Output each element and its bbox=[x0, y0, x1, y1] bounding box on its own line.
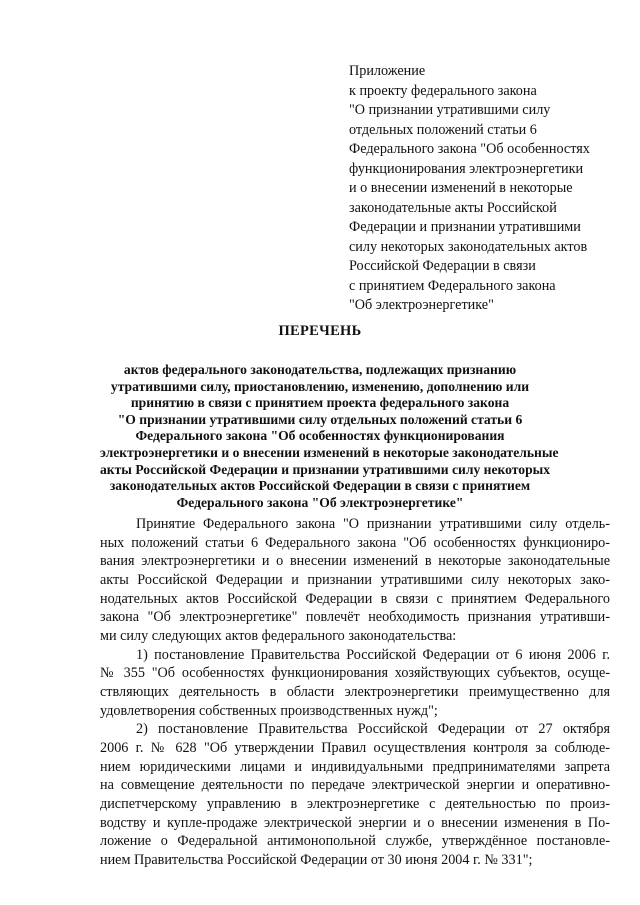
body-line: водству и купле-продаже электрической энергии и о внесении изменения в По- bbox=[100, 814, 610, 831]
appendix-line: "О признании утратившими силу bbox=[349, 102, 551, 118]
body-line: ных положений статьи 6 Федерального закона "Об особенностях функциониро- bbox=[100, 534, 610, 551]
subtitle-line: утратившими силу, приостановлению, изменению, дополнению или bbox=[110, 378, 530, 394]
appendix-line: "Об электроэнергетике" bbox=[349, 297, 494, 313]
appendix-line: Приложение bbox=[349, 63, 426, 79]
body-line: на совмещение деятельности по передаче электрической энергии и оперативно- bbox=[100, 777, 610, 794]
body-line: акты Российской Федерации и признании утратившими силу некоторых зако- bbox=[100, 571, 610, 588]
appendix-line: функционирования электроэнергетики bbox=[349, 160, 584, 177]
body-line: ложение о Федеральной антимонопольной службе, утверждённое постановле- bbox=[100, 833, 610, 850]
appendix-line: отдельных положений статьи 6 bbox=[349, 121, 537, 138]
body-line: ми силу следующих актов федерального законодательства: bbox=[100, 627, 457, 644]
appendix-line: Федерального закона "Об особенностях bbox=[349, 141, 590, 157]
body-line: Принятие Федерального закона "О признании утратившими силу отдель- bbox=[136, 516, 610, 532]
body-line: закона "Об электроэнергетике" повлечёт необходимость признания утративши- bbox=[100, 609, 610, 626]
appendix-line: Российской Федерации в связи bbox=[349, 258, 536, 274]
subtitle-line: электроэнергетики и о внесении изменений в некоторые законодательные bbox=[100, 444, 559, 460]
body-text bbox=[100, 515, 610, 869]
subtitle-line: законодательных актов Российской Федерации в связи с принятием bbox=[109, 478, 531, 494]
body-line: 2) постановление Правительства Российской Федерации от 27 октября bbox=[136, 721, 610, 738]
appendix-line: законодательные акты Российской bbox=[349, 199, 557, 216]
document-title: ПЕРЕЧЕНЬ bbox=[278, 323, 362, 339]
body-line: удовлетворения собственных производственных нужд"; bbox=[100, 702, 438, 719]
subtitle-line: Федерального закона "Об электроэнергетике" bbox=[176, 494, 464, 510]
appendix-line: Федерации и признании утратившими bbox=[349, 219, 581, 235]
body-line: ствляющих деятельность в области электроэнергетики преимущественно для bbox=[100, 683, 610, 700]
document-subtitle bbox=[100, 362, 559, 511]
appendix-line: силу некоторых законодательных актов bbox=[349, 238, 588, 255]
subtitle-line: принятию в связи с принятием проекта федерального закона bbox=[130, 395, 510, 411]
subtitle-line: Федерального закона "Об особенностях функционирования bbox=[135, 428, 505, 444]
appendix-note bbox=[349, 62, 629, 316]
body-line: нием Правительства Российской Федерации от 30 июня 2004 г. № 331"; bbox=[100, 851, 533, 868]
body-line: вания электроэнергетики и о внесении изменений в некоторые законодательные bbox=[100, 553, 610, 570]
body-line: нием юридическими лицами и индивидуальными предпринимателями запрета bbox=[100, 758, 610, 775]
body-line: нодательных актов Российской Федерации в связи с принятием Федерального bbox=[100, 590, 610, 607]
subtitle-line: актов федерального законодательства, подлежащих признанию bbox=[123, 362, 517, 377]
appendix-line: к проекту федерального закона bbox=[349, 82, 537, 99]
body-line: № 355 "Об особенностях функционирования хозяйствующих субъектов, осуще- bbox=[100, 665, 610, 682]
subtitle-line: акты Российской Федерации и признании утратившими силу некоторых bbox=[100, 461, 551, 477]
appendix-line: с принятием Федерального закона bbox=[349, 277, 556, 294]
body-line: 1) постановление Правительства Российской Федерации от 6 июня 2006 г. bbox=[136, 646, 610, 663]
subtitle-line: "О признании утратившими силу отдельных положений статьи 6 bbox=[117, 411, 523, 427]
body-line: 2006 г. № 628 "Об утверждении Правил осуществления контроля за соблюде- bbox=[100, 739, 610, 756]
body-line: диспетчерскому управлению в электроэнергетике с деятельностью по произ- bbox=[100, 795, 610, 812]
appendix-line: и о внесении изменений в некоторые bbox=[349, 180, 573, 196]
